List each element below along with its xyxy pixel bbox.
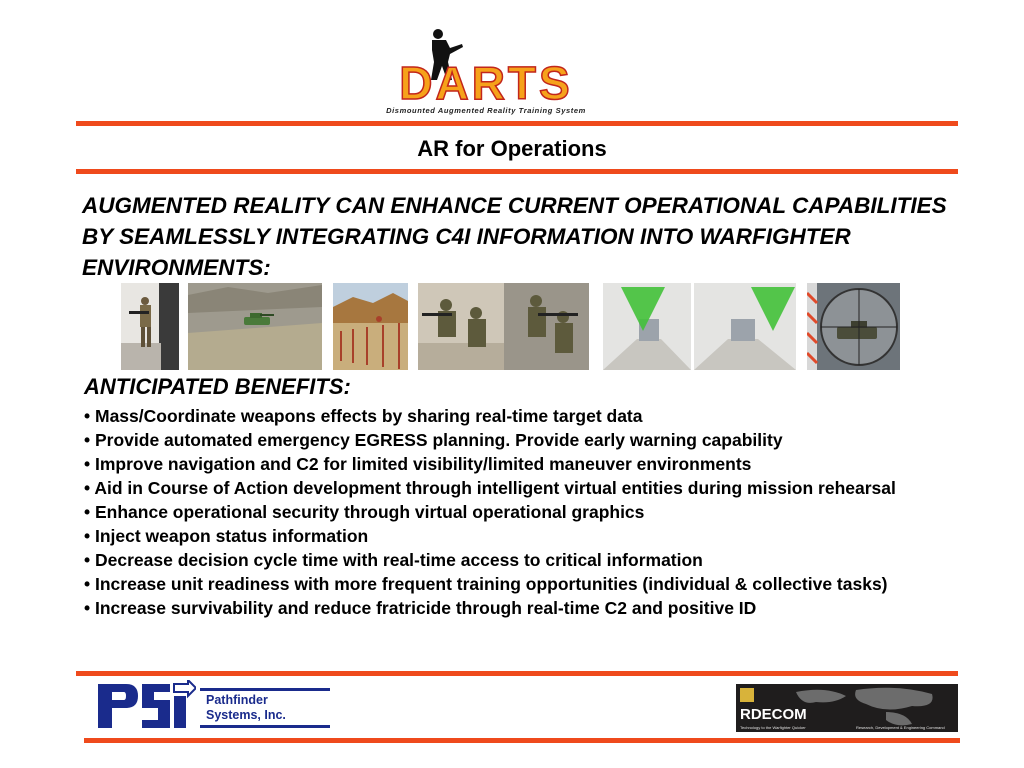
photo-virtual-tank-terrain: [188, 283, 322, 370]
company-name-top-line: [200, 688, 330, 691]
svg-text:Research, Development & Engine: Research, Development & Engineering Command: [856, 725, 945, 730]
list-item: • Increase unit readiness with more frequent training opportunities (individual & collective tasks): [84, 574, 888, 594]
title-divider: [76, 169, 958, 174]
list-item: • Mass/Coordinate weapons effects by sharing real-time target data: [84, 406, 643, 426]
photo-soldier-room: [121, 283, 179, 370]
company-name-block: [200, 688, 330, 728]
company-name-line1: Pathfinder: [206, 693, 268, 707]
svg-text:RDECOM: RDECOM: [740, 706, 807, 723]
photo-soldiers-stairwell: [418, 283, 589, 370]
logo-word: DARTS: [399, 57, 573, 109]
svg-text:Technology to the Warfighter Q: Technology to the Warfighter Quicker: [740, 725, 806, 730]
footer-divider: [76, 671, 958, 676]
list-item: • Improve navigation and C2 for limited visibility/limited maneuver environments: [84, 454, 752, 474]
slide-title: AR for Operations: [417, 136, 607, 161]
benefits-heading: ANTICIPATED BENEFITS:: [84, 374, 351, 399]
photo-corridor-ar-markers: [603, 283, 796, 370]
list-item: • Aid in Course of Action development through intelligent virtual entities during mission rehearsal: [84, 478, 896, 498]
photo-firing-range: [333, 283, 408, 370]
top-divider: [76, 121, 958, 126]
psi-logo: [96, 680, 196, 732]
company-name: [206, 693, 286, 723]
company-name-bottom-line: [200, 725, 330, 728]
darts-logo: [368, 28, 604, 120]
benefits-list: [84, 404, 944, 620]
list-item: • Provide automated emergency EGRESS planning. Provide early warning capability: [84, 430, 783, 450]
company-name-line2: Systems, Inc.: [206, 708, 286, 722]
list-item: • Decrease decision cycle time with real-time access to critical information: [84, 550, 703, 570]
rdecom-logo: [736, 684, 958, 732]
list-item: • Enhance operational security through virtual operational graphics: [84, 502, 645, 522]
bottom-divider: [84, 738, 960, 743]
photo-ar-scope-tank: [807, 283, 900, 370]
logo-subtitle: Dismounted Augmented Reality Training System: [386, 106, 586, 115]
list-item: • Increase survivability and reduce fratricide through real-time C2 and positive ID: [84, 598, 757, 618]
headline: AUGMENTED REALITY CAN ENHANCE CURRENT OPERATIONAL CAPABILITIES BY SEAMLESSLY INTEGRATING C4I INFORMATION INTO WARFIGHTER ENVIRONMENTS:: [82, 193, 947, 280]
list-item: • Inject weapon status information: [84, 526, 369, 546]
